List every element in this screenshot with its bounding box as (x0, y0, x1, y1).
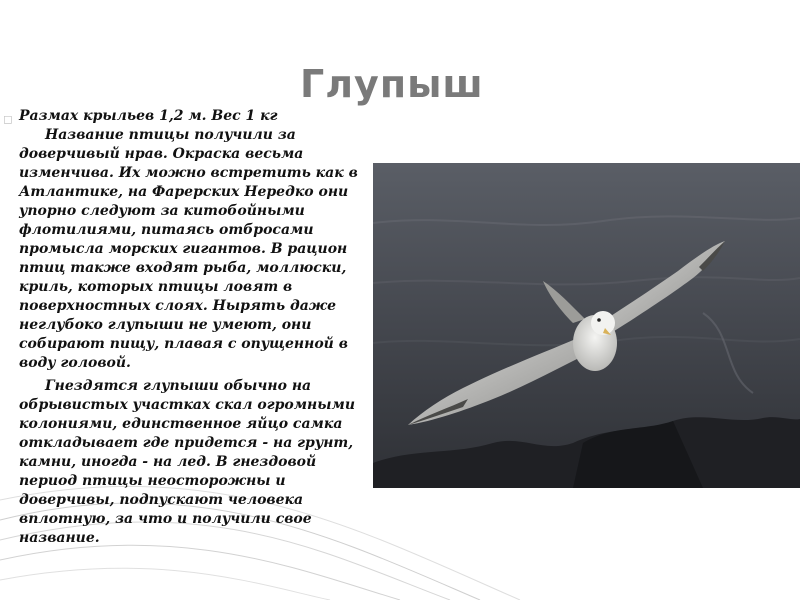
lead-line: Размах крыльев 1,2 м. Вес 1 кг (19, 108, 278, 124)
slide-body (19, 107, 369, 548)
slide-title: Глупыш (300, 62, 484, 106)
paragraph-description: Название птицы получили за доверчивый нрав. Окраска весьма изменчива. Их можно встретить как в Атлантике, на Фарерских Нередко они упорно следуют за китобойными флотилиями, питаясь отбросами промысла морских гигантов. В рацион птиц также входят рыба, моллюски, криль, которых птицы ловят в поверхностных слоях. Нырять даже неглубоко глупыши не умеют, они собирают пищу, плавая с опущенной в воду головой. (19, 127, 358, 371)
fulmar-image (373, 163, 800, 488)
bullet-icon: ◻ (3, 112, 13, 126)
paragraph-nesting: Гнездятся глупыши обычно на обрывистых участках скал огромными колониями, единственное яйцо самка откладывает где придется - на грунт, камни, иногда - на лед. В гнездовой период птицы неосторожны и доверчивы, подпускают человека вплотную, за что и получили свое название. (19, 378, 355, 546)
fulmar-photo (373, 163, 800, 488)
